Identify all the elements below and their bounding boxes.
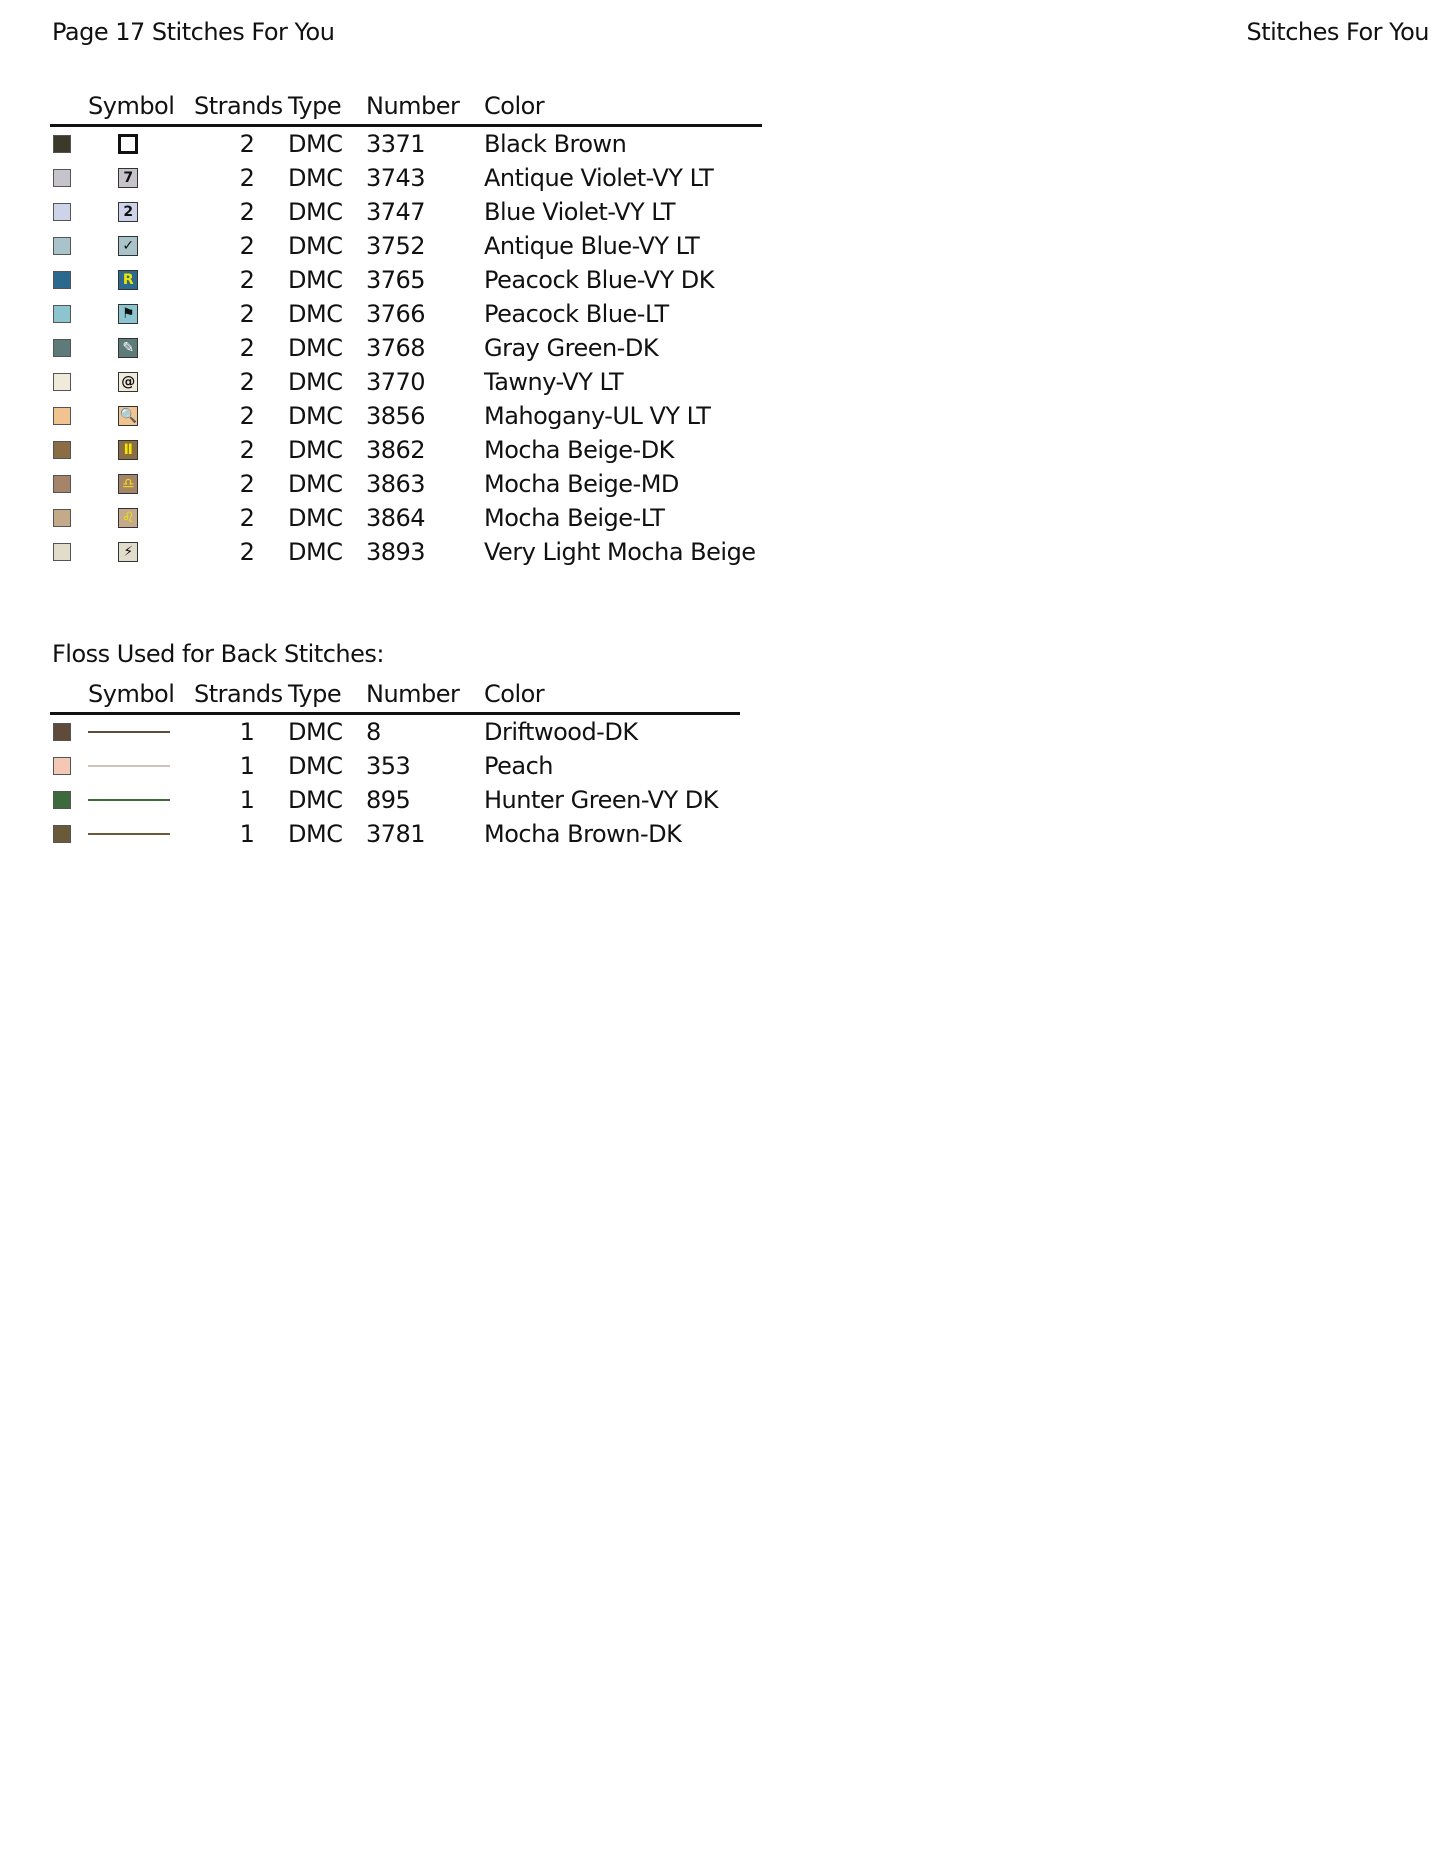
- strands-cell: 2: [239, 130, 255, 158]
- color-swatch: [53, 339, 71, 357]
- color-swatch: [53, 135, 71, 153]
- color-cell: Driftwood-DK: [484, 718, 638, 746]
- type-cell: DMC: [288, 266, 343, 294]
- type-cell: DMC: [288, 232, 343, 260]
- table-row: [50, 399, 762, 433]
- stitch-symbol-icon: [118, 134, 138, 154]
- color-cell: Mahogany-UL VY LT: [484, 402, 711, 430]
- type-cell: DMC: [288, 504, 343, 532]
- color-swatch: [53, 237, 71, 255]
- color-cell: Blue Violet-VY LT: [484, 198, 676, 226]
- header-number: Number: [366, 680, 460, 708]
- back-table-header: [50, 676, 740, 715]
- type-cell: DMC: [288, 786, 343, 814]
- color-swatch: [53, 475, 71, 493]
- color-swatch: [53, 791, 71, 809]
- color-cell: Mocha Beige-LT: [484, 504, 665, 532]
- type-cell: DMC: [288, 368, 343, 396]
- page-header-right: Stitches For You: [1246, 18, 1429, 46]
- back-table-body: [50, 715, 740, 851]
- color-swatch: [53, 757, 71, 775]
- number-cell: 3893: [366, 538, 426, 566]
- floss-key-table: [50, 88, 762, 569]
- number-cell: 3863: [366, 470, 426, 498]
- strands-cell: 2: [239, 402, 255, 430]
- color-cell: Antique Violet-VY LT: [484, 164, 714, 192]
- strands-cell: 2: [239, 436, 255, 464]
- header-type: Type: [288, 680, 342, 708]
- color-cell: Mocha Beige-MD: [484, 470, 679, 498]
- color-swatch: [53, 543, 71, 561]
- stitch-symbol-icon: ✎: [118, 338, 138, 358]
- type-cell: DMC: [288, 718, 343, 746]
- type-cell: DMC: [288, 130, 343, 158]
- header-type: Type: [288, 92, 342, 120]
- number-cell: 3781: [366, 820, 426, 848]
- table-row: [50, 229, 762, 263]
- number-cell: 3864: [366, 504, 426, 532]
- number-cell: 3862: [366, 436, 426, 464]
- strands-cell: 1: [239, 786, 255, 814]
- color-swatch: [53, 271, 71, 289]
- table-row: [50, 331, 762, 365]
- back-stitch-line-icon: [88, 799, 170, 801]
- color-swatch: [53, 407, 71, 425]
- table-row: [50, 501, 762, 535]
- number-cell: 895: [366, 786, 411, 814]
- number-cell: 3856: [366, 402, 426, 430]
- color-swatch: [53, 373, 71, 391]
- table-row: [50, 535, 762, 569]
- color-cell: Antique Blue-VY LT: [484, 232, 700, 260]
- number-cell: 3752: [366, 232, 426, 260]
- table-row: [50, 817, 740, 851]
- number-cell: 353: [366, 752, 411, 780]
- type-cell: DMC: [288, 198, 343, 226]
- table-row: [50, 195, 762, 229]
- strands-cell: 2: [239, 232, 255, 260]
- type-cell: DMC: [288, 538, 343, 566]
- strands-cell: 2: [239, 266, 255, 294]
- type-cell: DMC: [288, 402, 343, 430]
- table-row: [50, 263, 762, 297]
- back-stitch-title: Floss Used for Back Stitches:: [52, 640, 384, 668]
- stitch-symbol-icon: ♎: [118, 474, 138, 494]
- back-stitch-table: [50, 636, 740, 851]
- table-row: [50, 161, 762, 195]
- header-strands: Strands: [194, 680, 283, 708]
- back-stitch-line-icon: [88, 731, 170, 733]
- number-cell: 3765: [366, 266, 426, 294]
- stitch-symbol-icon: ✓: [118, 236, 138, 256]
- color-cell: Peach: [484, 752, 553, 780]
- color-cell: Gray Green-DK: [484, 334, 659, 362]
- header-number: Number: [366, 92, 460, 120]
- number-cell: 3770: [366, 368, 426, 396]
- color-cell: Peacock Blue-LT: [484, 300, 669, 328]
- color-cell: Mocha Beige-DK: [484, 436, 674, 464]
- strands-cell: 1: [239, 820, 255, 848]
- type-cell: DMC: [288, 820, 343, 848]
- type-cell: DMC: [288, 752, 343, 780]
- table-row: [50, 749, 740, 783]
- color-swatch: [53, 723, 71, 741]
- number-cell: 8: [366, 718, 381, 746]
- header-color: Color: [484, 680, 545, 708]
- type-cell: DMC: [288, 164, 343, 192]
- color-cell: Tawny-VY LT: [484, 368, 624, 396]
- strands-cell: 2: [239, 198, 255, 226]
- table-row: [50, 127, 762, 161]
- stitch-symbol-icon: R: [118, 270, 138, 290]
- stitch-symbol-icon: 🔍: [119, 408, 137, 424]
- number-cell: 3747: [366, 198, 426, 226]
- color-cell: Very Light Mocha Beige: [484, 538, 756, 566]
- table-row: [50, 783, 740, 817]
- stitch-symbol-icon: 7: [118, 168, 138, 188]
- strands-cell: 2: [239, 164, 255, 192]
- strands-cell: 2: [239, 368, 255, 396]
- table-header: [50, 88, 762, 127]
- table-row: [50, 297, 762, 331]
- type-cell: DMC: [288, 334, 343, 362]
- back-stitch-line-icon: [88, 833, 170, 835]
- number-cell: 3768: [366, 334, 426, 362]
- color-swatch: [53, 169, 71, 187]
- table-row: [50, 715, 740, 749]
- color-swatch: [53, 203, 71, 221]
- color-swatch: [53, 509, 71, 527]
- color-cell: Peacock Blue-VY DK: [484, 266, 714, 294]
- number-cell: 3371: [366, 130, 426, 158]
- color-swatch: [53, 825, 71, 843]
- color-swatch: [53, 305, 71, 323]
- page-header-left: Page 17 Stitches For You: [52, 18, 335, 46]
- stitch-symbol-icon: Ⅱ: [118, 440, 138, 460]
- strands-cell: 2: [239, 300, 255, 328]
- strands-cell: 2: [239, 538, 255, 566]
- stitch-symbol-icon: 2: [118, 202, 138, 222]
- color-swatch: [53, 441, 71, 459]
- number-cell: 3743: [366, 164, 426, 192]
- type-cell: DMC: [288, 436, 343, 464]
- type-cell: DMC: [288, 300, 343, 328]
- table-body: [50, 127, 762, 569]
- back-stitch-line-icon: [88, 765, 170, 767]
- strands-cell: 2: [239, 470, 255, 498]
- strands-cell: 2: [239, 504, 255, 532]
- strands-cell: 1: [239, 718, 255, 746]
- color-cell: Hunter Green-VY DK: [484, 786, 718, 814]
- header-strands: Strands: [194, 92, 283, 120]
- strands-cell: 1: [239, 752, 255, 780]
- header-symbol: Symbol: [88, 680, 175, 708]
- number-cell: 3766: [366, 300, 426, 328]
- type-cell: DMC: [288, 470, 343, 498]
- stitch-symbol-icon: ⚑: [118, 304, 138, 324]
- table-row: [50, 433, 762, 467]
- color-cell: Mocha Brown-DK: [484, 820, 682, 848]
- header-color: Color: [484, 92, 545, 120]
- stitch-symbol-icon: ⚡: [118, 542, 138, 562]
- table-row: [50, 467, 762, 501]
- color-cell: Black Brown: [484, 130, 627, 158]
- stitch-symbol-icon: @: [118, 372, 138, 392]
- stitch-symbol-icon: ♌: [118, 508, 138, 528]
- strands-cell: 2: [239, 334, 255, 362]
- table-row: [50, 365, 762, 399]
- header-symbol: Symbol: [88, 92, 175, 120]
